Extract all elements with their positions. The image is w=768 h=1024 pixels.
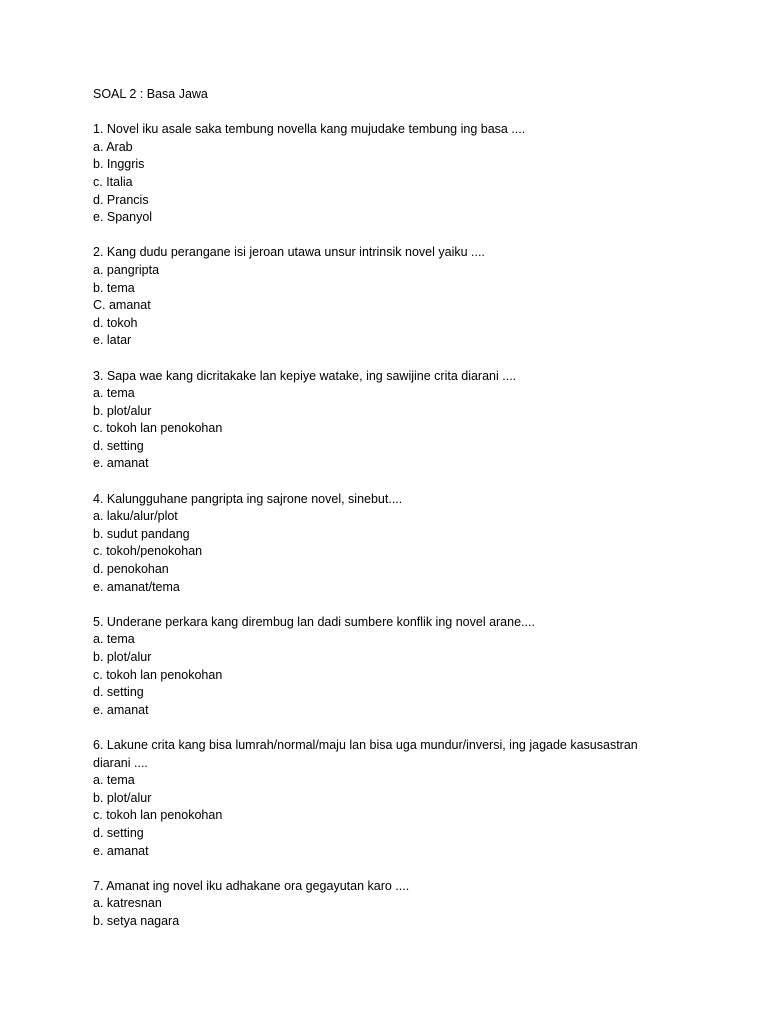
document-page xyxy=(93,86,733,948)
answer-option: a. tema xyxy=(93,386,135,401)
answer-option: d. setting xyxy=(93,685,144,700)
answer-option: c. Italia xyxy=(93,174,133,189)
question-text: 7. Amanat ing novel iku adhakane ora gegayutan karo .... xyxy=(93,878,410,893)
answer-options xyxy=(93,262,733,350)
answer-option: e. Spanyol xyxy=(93,210,153,225)
answer-option: b. plot/alur xyxy=(93,650,152,664)
question-text: 5. Underane perkara kang dirembug lan dadi sumbere konflik ing novel arane.... xyxy=(93,614,535,629)
question-1 xyxy=(93,121,733,227)
question-text: 1. Novel iku asale saka tembung novella kang mujudake tembung ing basa .... xyxy=(93,122,526,137)
answer-option: a. pangripta xyxy=(93,262,160,277)
answer-option: a. katresnan xyxy=(93,896,162,911)
question-3 xyxy=(93,368,733,474)
question-list xyxy=(93,121,733,930)
answer-option: b. plot/alur xyxy=(93,403,152,418)
question-5 xyxy=(93,614,733,720)
answer-option: c. tokoh lan penokohan xyxy=(93,421,223,436)
question-4 xyxy=(93,491,733,597)
answer-option: b. Inggris xyxy=(93,157,145,172)
answer-options xyxy=(93,631,733,719)
answer-option: e. amanat xyxy=(93,843,149,858)
answer-option: c. tokoh lan penokohan xyxy=(93,808,223,823)
answer-options xyxy=(93,772,733,860)
answer-option: a. laku/alur/plot xyxy=(93,509,178,524)
answer-option: e. latar xyxy=(93,333,132,348)
answer-options xyxy=(93,385,733,473)
question-7 xyxy=(93,878,733,931)
answer-option: b. sudut pandang xyxy=(93,526,190,541)
answer-option: e. amanat xyxy=(93,702,149,717)
question-2 xyxy=(93,244,733,350)
question-text: 6. Lakune crita kang bisa lumrah/normal/maju lan bisa uga mundur/inversi, ing jagade kasusastran diarani .... xyxy=(93,737,638,770)
answer-option: d. setting xyxy=(93,825,144,840)
answer-options xyxy=(93,508,733,596)
answer-options xyxy=(93,139,733,227)
answer-option: d. tokoh xyxy=(93,315,138,330)
answer-option: b. plot/alur xyxy=(93,790,152,805)
answer-option: b. tema xyxy=(93,280,135,295)
answer-option: c. tokoh/penokohan xyxy=(93,544,203,559)
answer-option: e. amanat/tema xyxy=(93,579,180,594)
document-title: SOAL 2 : Basa Jawa xyxy=(93,87,208,101)
question-6 xyxy=(93,737,733,860)
answer-option: a. tema xyxy=(93,632,135,647)
answer-option: e. amanat xyxy=(93,456,149,471)
answer-option: a. Arab xyxy=(93,139,133,154)
answer-option: d. penokohan xyxy=(93,562,169,577)
answer-option: a. tema xyxy=(93,773,135,788)
question-text: 4. Kalungguhane pangripta ing sajrone novel, sinebut.... xyxy=(93,491,403,506)
answer-option: C. amanat xyxy=(93,298,151,313)
answer-option: d. Prancis xyxy=(93,192,149,207)
question-text: 3. Sapa wae kang dicritakake lan kepiye watake, ing sawijine crita diarani .... xyxy=(93,368,517,383)
answer-option: b. setya nagara xyxy=(93,913,180,928)
answer-options xyxy=(93,895,733,930)
question-text: 2. Kang dudu perangane isi jeroan utawa unsur intrinsik novel yaiku .... xyxy=(93,245,485,260)
answer-option: c. tokoh lan penokohan xyxy=(93,667,223,682)
answer-option: d. setting xyxy=(93,438,144,453)
